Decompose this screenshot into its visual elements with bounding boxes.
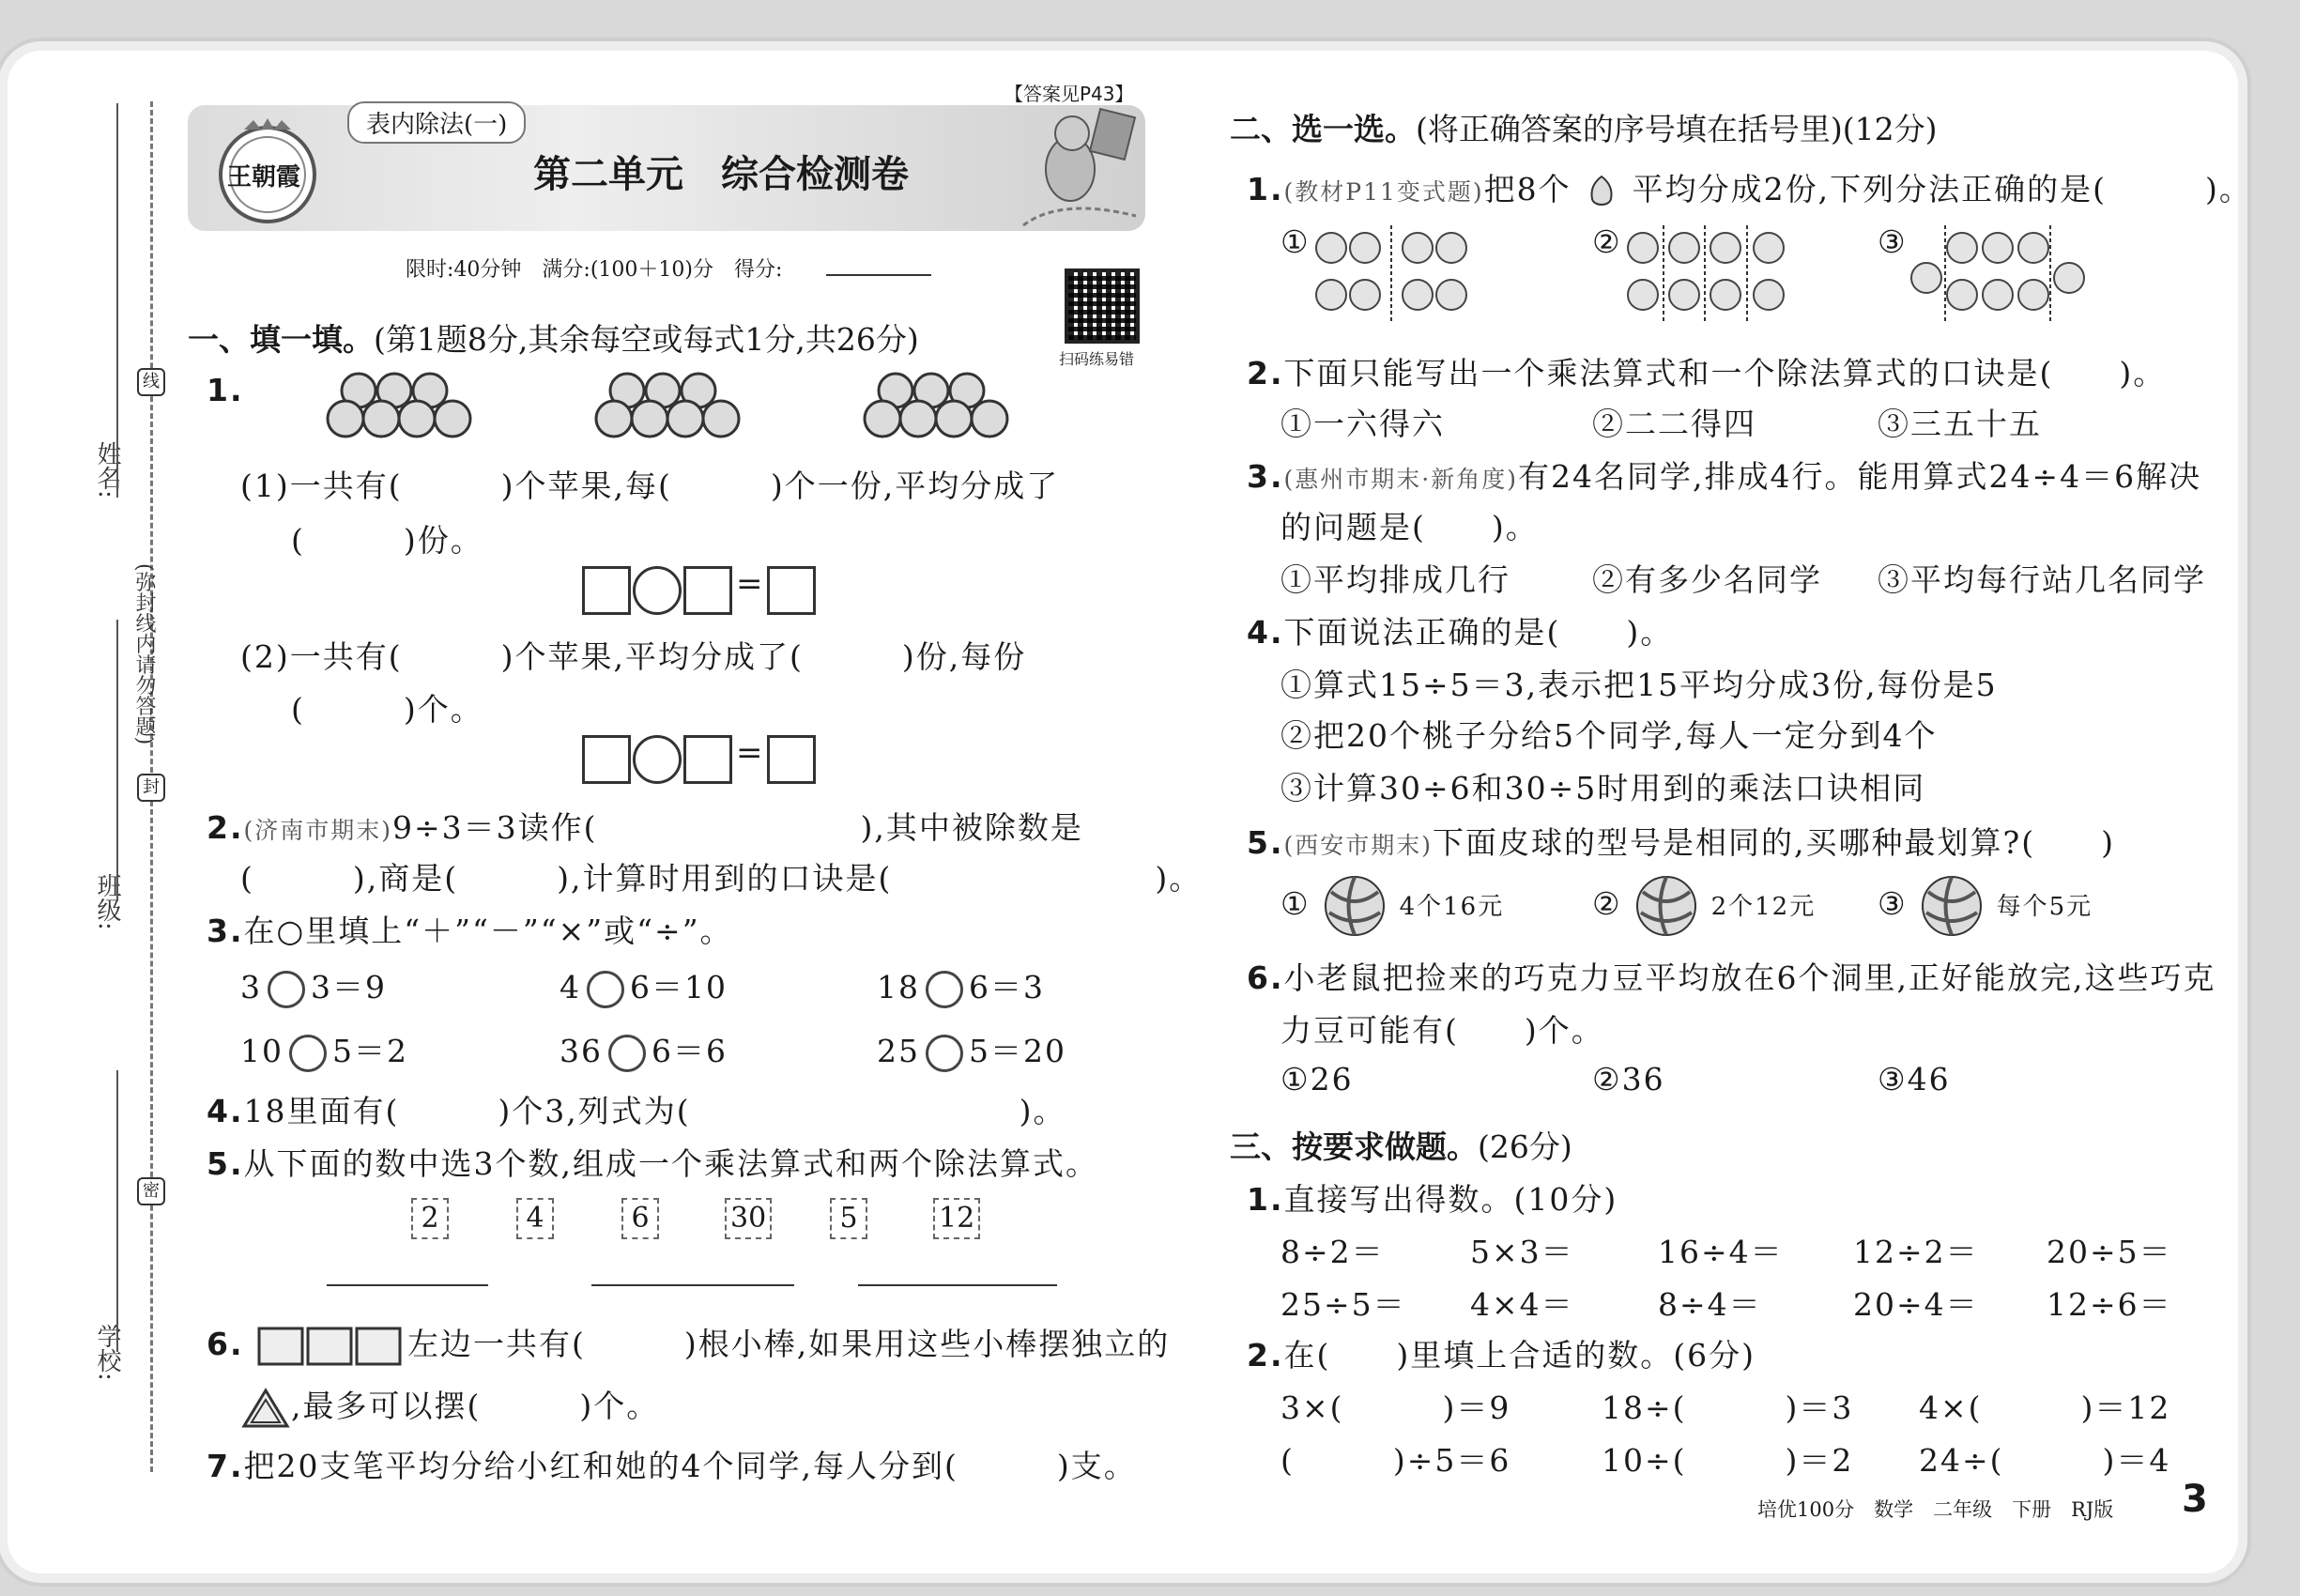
mascot-illustration xyxy=(1004,94,1145,235)
qr-code[interactable] xyxy=(1065,269,1140,344)
s1-q3-item-2 xyxy=(560,963,728,1008)
s2-q3-text-a: 有24名同学,排成4行。能用算式24÷4＝6解决 xyxy=(1517,458,2202,495)
section2-heading xyxy=(1230,105,1938,149)
s2-q5-line xyxy=(1247,819,2115,863)
s1-q3-number: 3. xyxy=(207,913,244,949)
item-left: 36 xyxy=(560,1033,603,1069)
s2-q2-option-2[interactable]: ②二二得四 xyxy=(1592,406,1756,442)
item-left: 4 xyxy=(560,969,581,1005)
s1-q3-item-3 xyxy=(877,963,1045,1008)
s2-q3-line2: 的问题是( )。 xyxy=(1280,509,1539,545)
s2-q4-option-3[interactable]: ③计算30÷6和30÷5时用到的乘法口诀相同 xyxy=(1280,770,1926,806)
s1-q2-line2: ( ),商是( ),计算时用到的口诀是( )。 xyxy=(240,860,1203,897)
s3-q1-text: 直接写出得数。(10分) xyxy=(1283,1181,1618,1218)
s3-q1-number: 1. xyxy=(1247,1181,1284,1218)
page-number: 3 xyxy=(2182,1478,2208,1521)
option-marker[interactable]: ② xyxy=(1592,885,1622,922)
s2-q2-number: 2. xyxy=(1247,355,1284,391)
s2-q6-option-2[interactable]: ②36 xyxy=(1592,1061,1665,1097)
school-line xyxy=(116,1070,118,1352)
s1-q2-number: 2. xyxy=(207,809,244,846)
s2-q1-option-3-label[interactable]: ③ xyxy=(1878,223,1908,260)
fill-item[interactable]: 18÷( )＝3 xyxy=(1602,1389,1854,1426)
s2-q3-option-3[interactable]: ③平均每行站几名同学 xyxy=(1878,561,2206,598)
section3-note: (26分) xyxy=(1478,1128,1572,1165)
s2-q5-text: 下面皮球的型号是相同的,买哪种最划算?( ) xyxy=(1433,824,2115,861)
answer-line-3[interactable] xyxy=(858,1284,1057,1286)
s2-q1-option-2-image xyxy=(1622,222,1801,329)
s1-q2-line1 xyxy=(207,804,1083,848)
binding-mark-xian: 线 xyxy=(137,368,165,396)
s1-q1-number: 1. xyxy=(207,372,244,408)
item-left: 18 xyxy=(877,969,920,1005)
s1-q3-line xyxy=(207,907,733,951)
apple-group-1 xyxy=(323,362,483,451)
item-left: 3 xyxy=(240,969,262,1005)
answer-reference: 【答案见P43】 xyxy=(1004,83,1134,105)
s2-q1-line xyxy=(1247,165,2252,210)
qr-caption: 扫码练易错 xyxy=(1059,350,1135,368)
s1-q7-text: 把20支笔平均分给小红和她的4个同学,每人分到( )支。 xyxy=(243,1448,1137,1484)
fill-item[interactable]: ( )÷5＝6 xyxy=(1280,1442,1511,1479)
item-left: 25 xyxy=(877,1033,920,1069)
binding-mark-mi: 密 xyxy=(137,1177,165,1205)
footer-info: 培优100分 数学 二年级 下册 RJ版 xyxy=(1757,1498,2114,1521)
answer-line-1[interactable] xyxy=(327,1284,488,1286)
number-card[interactable]: 6 xyxy=(621,1198,659,1239)
s2-q3-number: 3. xyxy=(1247,458,1284,495)
s2-q5-option-3 xyxy=(1878,873,2093,939)
equation-frame-1[interactable]: = xyxy=(582,565,816,615)
s1-q2-text-a: 9÷3＝3读作( ),其中被除数是 xyxy=(392,809,1083,846)
s1-q5-number: 5. xyxy=(207,1145,244,1182)
calc-item[interactable]: 16÷4＝ xyxy=(1658,1234,1784,1270)
s3-q1-line xyxy=(1247,1175,1618,1220)
s1-q3-item-6 xyxy=(877,1027,1066,1072)
item-right: 5＝2 xyxy=(332,1033,408,1069)
apple-group-3 xyxy=(860,362,1020,451)
s2-q2-option-3[interactable]: ③三五十五 xyxy=(1878,406,2042,442)
operator-circle[interactable] xyxy=(608,1035,646,1072)
s1-q7-number: 7. xyxy=(207,1448,244,1484)
section1-note: (第1题8分,其余每空或每式1分,共26分) xyxy=(374,321,919,358)
item-right: 6＝10 xyxy=(630,969,728,1005)
binding-mark-feng: 封 xyxy=(137,774,165,802)
no-answer-warning: (弥封线内请勿答题) xyxy=(132,563,156,745)
s1-q6-number: 6. xyxy=(207,1326,244,1362)
class-label: 班级: xyxy=(93,873,121,930)
ball-icon xyxy=(1322,873,1388,939)
s1-q3-item-5 xyxy=(560,1027,728,1072)
s2-q5-source: (西安市期末) xyxy=(1283,832,1434,859)
square-sticks-icon xyxy=(255,1325,407,1368)
section3-heading xyxy=(1230,1123,1572,1167)
section1-title: 一、填一填。 xyxy=(188,321,374,358)
s2-q3-option-2[interactable]: ②有多少名同学 xyxy=(1592,561,1822,598)
s2-q2-line xyxy=(1247,349,2166,393)
calc-item[interactable]: 8÷4＝ xyxy=(1658,1286,1762,1323)
operator-circle[interactable] xyxy=(268,971,305,1008)
s2-q4-option-1[interactable]: ①算式15÷5＝3,表示把15平均分成3份,每份是5 xyxy=(1280,667,1998,703)
s2-q1-option-2-label[interactable]: ② xyxy=(1592,223,1622,260)
s1-q4-text: 18里面有( )个3,列式为( )。 xyxy=(243,1093,1066,1129)
fill-item[interactable]: 10÷( )＝2 xyxy=(1602,1442,1854,1479)
operator-circle[interactable] xyxy=(926,971,963,1008)
score-line xyxy=(826,274,931,276)
s2-q3-source: (惠州市期末·新角度) xyxy=(1283,466,1518,493)
s2-q4-number: 4. xyxy=(1247,614,1284,651)
s1-q4-number: 4. xyxy=(207,1093,244,1129)
s2-q1-number: 1. xyxy=(1247,171,1284,207)
fill-item[interactable]: 24÷( )＝4 xyxy=(1919,1442,2171,1479)
number-card[interactable]: 30 xyxy=(725,1198,772,1239)
s1-q5-text: 从下面的数中选3个数,组成一个乘法算式和两个除法算式。 xyxy=(243,1145,1098,1182)
calc-item[interactable]: 20÷5＝ xyxy=(2047,1234,2172,1270)
calc-item[interactable]: 5×3＝ xyxy=(1470,1234,1574,1270)
s1-q6-text-a: 左边一共有( )根小棒,如果用这些小棒摆独立的 xyxy=(407,1326,1171,1362)
s2-q1-text-b: 平均分成2份,下列分法正确的是( )。 xyxy=(1632,171,2252,207)
apple-group-2 xyxy=(591,362,751,451)
item-right: 6＝3 xyxy=(969,969,1045,1005)
s1-q1-part2-line1: (2)一共有( )个苹果,平均分成了( )份,每份 xyxy=(240,638,1027,675)
name-label: 姓名: xyxy=(93,441,121,499)
s3-q2-line xyxy=(1247,1331,1756,1375)
s2-q4-line xyxy=(1247,608,1673,652)
s2-q3-option-1[interactable]: ①平均排成几行 xyxy=(1280,561,1510,598)
fill-item[interactable]: 4×( )＝12 xyxy=(1919,1389,2171,1426)
option-marker[interactable]: ① xyxy=(1280,885,1311,922)
s2-q6-option-1[interactable]: ①26 xyxy=(1280,1061,1354,1097)
publisher-logo xyxy=(207,116,329,227)
s2-q4-option-2[interactable]: ②把20个桃子分给5个同学,每人一定分到4个 xyxy=(1280,717,1938,754)
pear-icon xyxy=(1583,173,1620,210)
s1-q6-line2 xyxy=(240,1382,659,1430)
answer-line-2[interactable] xyxy=(591,1284,794,1286)
unit-tab: 表内除法(一) xyxy=(347,101,526,144)
s2-q1-text-a: 把8个 xyxy=(1483,171,1572,207)
school-label: 学校: xyxy=(93,1324,121,1381)
s1-q3-text: 在○里填上“＋”“－”“×”或“÷”。 xyxy=(243,913,733,949)
calc-item[interactable]: 12÷2＝ xyxy=(1853,1234,1979,1270)
option-price: 2个12元 xyxy=(1710,893,1817,921)
calc-item[interactable]: 20÷4＝ xyxy=(1853,1286,1979,1323)
s2-q6-text-a: 小老鼠把捡来的巧克力豆平均放在6个洞里,正好能放完,这些巧克 xyxy=(1283,959,2216,996)
name-line xyxy=(116,103,118,498)
s1-q1-part1-line2: ( )份。 xyxy=(291,522,483,559)
logo-text: 王朝霞 xyxy=(227,163,301,192)
exam-meta: 限时:40分钟 满分:(100＋10)分 得分: xyxy=(406,258,783,282)
ball-icon xyxy=(1919,873,1985,939)
s2-q3-line1 xyxy=(1247,453,2201,497)
option-price: 每个5元 xyxy=(1996,893,2093,921)
s1-q3-item-1 xyxy=(240,963,387,1008)
section3-title: 三、按要求做题。 xyxy=(1230,1128,1478,1165)
item-left: 10 xyxy=(240,1033,284,1069)
s2-q1-option-3-image xyxy=(1908,222,2086,329)
number-card[interactable]: 2 xyxy=(411,1198,449,1239)
s1-q3-item-4 xyxy=(240,1027,408,1072)
operator-circle[interactable] xyxy=(587,971,624,1008)
number-card[interactable]: 5 xyxy=(830,1198,867,1239)
s1-q5-line xyxy=(207,1140,1098,1184)
s2-q6-line2: 力豆可能有( )个。 xyxy=(1280,1012,1604,1049)
s2-q2-option-1[interactable]: ①一六得六 xyxy=(1280,406,1445,442)
equation-frame-2[interactable]: = xyxy=(582,734,816,784)
s2-q1-option-1-label[interactable]: ① xyxy=(1280,223,1311,260)
section2-title: 二、选一选。 xyxy=(1230,111,1416,147)
section2-note: (将正确答案的序号填在括号里)(12分) xyxy=(1416,111,1938,147)
s2-q6-line1 xyxy=(1247,954,2216,998)
s2-q1-option-1-image xyxy=(1311,222,1489,329)
s1-q7-line xyxy=(207,1442,1137,1486)
calc-item[interactable]: 4×4＝ xyxy=(1470,1286,1574,1323)
operator-circle[interactable] xyxy=(926,1035,963,1072)
class-line xyxy=(116,620,118,901)
item-right: 5＝20 xyxy=(969,1033,1066,1069)
triangle-sticks-icon xyxy=(240,1387,291,1430)
option-marker[interactable]: ③ xyxy=(1878,885,1908,922)
fill-item[interactable]: 3×( )＝9 xyxy=(1280,1389,1511,1426)
s1-q1-part1-line1: (1)一共有( )个苹果,每( )个一份,平均分成了 xyxy=(240,468,1060,504)
s1-q6-line1 xyxy=(207,1320,1170,1368)
number-card[interactable]: 4 xyxy=(516,1198,554,1239)
s2-q6-number: 6. xyxy=(1247,959,1284,996)
item-right: 6＝6 xyxy=(652,1033,728,1069)
s1-q6-text-b: ,最多可以摆( )个。 xyxy=(291,1388,660,1424)
s1-q4-line xyxy=(207,1087,1066,1131)
page-title: 第二单元 综合检测卷 xyxy=(533,153,909,196)
option-price: 4个16元 xyxy=(1399,893,1505,921)
calc-item[interactable]: 25÷5＝ xyxy=(1280,1286,1406,1323)
s2-q5-option-1 xyxy=(1280,873,1504,939)
item-right: 3＝9 xyxy=(311,969,387,1005)
s1-q2-source: (济南市期末) xyxy=(243,817,393,844)
s2-q6-option-3[interactable]: ③46 xyxy=(1878,1061,1951,1097)
s2-q5-option-2 xyxy=(1592,873,1816,939)
calc-item[interactable]: 12÷6＝ xyxy=(2047,1286,2172,1323)
s2-q4-text: 下面说法正确的是( )。 xyxy=(1283,614,1674,651)
s3-q2-text: 在( )里填上合适的数。(6分) xyxy=(1283,1337,1756,1373)
number-card[interactable]: 12 xyxy=(933,1198,980,1239)
s3-q2-number: 2. xyxy=(1247,1337,1284,1373)
s2-q2-text: 下面只能写出一个乘法算式和一个除法算式的口诀是( )。 xyxy=(1283,355,2167,391)
ball-icon xyxy=(1633,873,1699,939)
operator-circle[interactable] xyxy=(289,1035,327,1072)
s1-q1-part2-line2: ( )个。 xyxy=(291,691,483,728)
section1-heading xyxy=(188,315,919,360)
s2-q5-number: 5. xyxy=(1247,824,1284,861)
calc-item[interactable]: 8÷2＝ xyxy=(1280,1234,1385,1270)
s2-q1-source: (教材P11变式题) xyxy=(1283,178,1484,206)
